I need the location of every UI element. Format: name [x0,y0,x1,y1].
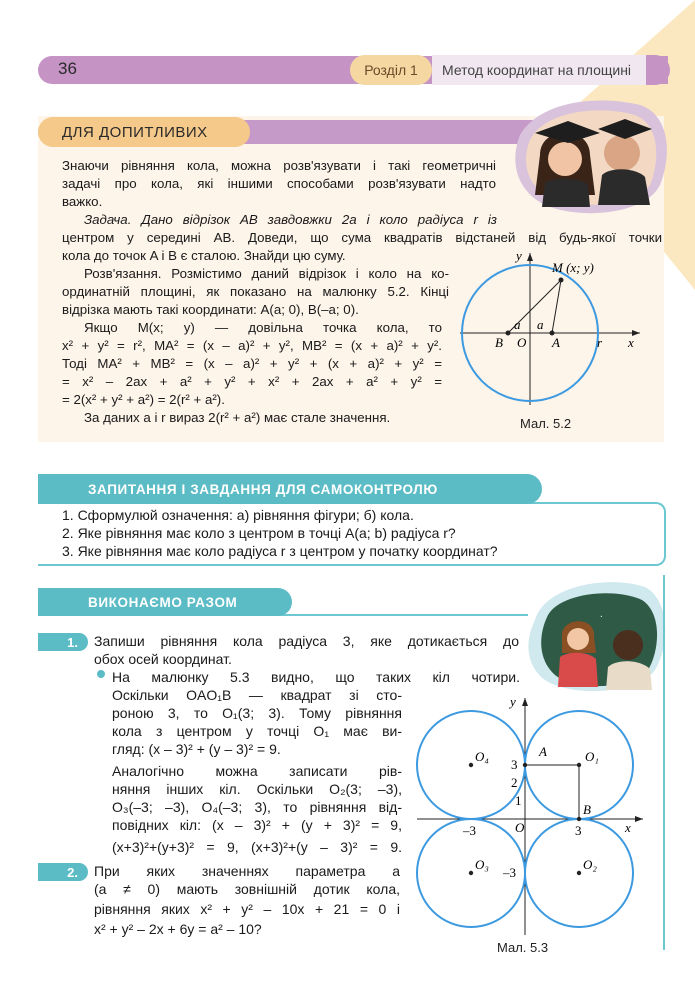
solution-bullet [97,670,105,678]
fig53-tick-y3: 3 [511,757,518,772]
math-line-1: Якщо M(x; y) — довільна точка кола, то [84,320,442,335]
math-line-2: x² + y² = r², MA² = (x – a)² + y², MB² = (x + a)² + y². [62,338,442,353]
solution-line-3: відрізка мають такі координати: A(a; 0), B(–a; 0). [62,302,359,317]
classroom-photo [520,575,670,695]
fig52-label-x: x [628,335,634,350]
figure-5-3-caption: Мал. 5.3 [497,940,549,955]
fig52-label-m: M (x; y) [552,260,594,275]
fig53-tick-x3: 3 [575,823,582,838]
problem-2-text-1: При яких значеннях параметра a [94,863,400,879]
problem-1-number: 1. [38,633,88,651]
problem-2-text-3: рівняння яких x² + y² – 10x + 21 = 0 і [94,901,400,917]
fig52-label-a-right: a [537,317,544,332]
p1-solution-2: Оскільки OAO₁B — квадрат зі сто- [112,687,402,703]
fig53-label-y: y [510,694,516,709]
p1-solution-10: (x+3)²+(y+3)² = 9, (x+3)²+(y – 3)² = 9. [112,839,402,855]
math-line-6: За даних a і r вираз 2(r² + a²) має стале значення. [84,410,391,425]
task-line-1: Задача. Дано відрізок AB завдовжки 2a і коло радіуса r із [84,212,497,227]
p1-solution-6: Аналогічно можна записати рів- [112,763,402,779]
curious-heading: ДЛЯ ДОПИТЛИВИХ [38,117,250,147]
p1-solution-7: няння інших кіл. Оскільки O₂(3; –3), [112,781,402,797]
fig53-label-o: O [515,820,525,835]
fig53-label-a: A [539,744,547,759]
fig53-tick-y2: 2 [511,775,518,790]
solution-line-1: Розв'язання. Розмістимо даний відрізок і коло на ко- [84,266,449,281]
questions-heading: ЗАПИТАННЯ І ЗАВДАННЯ ДЛЯ САМОКОНТРОЛЮ [38,474,542,504]
curious-intro-3: важко. [62,194,103,209]
figure-5-3 [415,692,665,937]
chapter-title: Метод координат на площині [432,55,647,85]
question-3: 3. Яке рівняння має коло радіуса r з центром у початку координат? [62,543,498,559]
p1-solution-1: На малюнку 5.3 видно, що таких кіл чотири. [112,669,520,685]
math-line-3: Тоді MA² + MB² = (x – a)² + y² + (x + a)² + y² = [62,356,442,371]
fig52-label-b: B [495,335,503,350]
fig52-label-o: O [517,335,527,350]
p1-solution-5: гляд: (x – 3)² + (y – 3)² = 9. [112,741,281,757]
fig53-label-o3: O₃ [475,857,489,872]
problem-2-text-2: (a ≠ 0) мають зовнішній дотик кола, [94,881,400,897]
p1-solution-3: роною 3, то O₁(3; 3). Тому рівняння [112,705,402,721]
graduates-photo [510,95,670,217]
p1-solution-8: O₃(–3; –3), O₄(–3; 3), то рівняння від- [112,799,402,815]
fig52-label-a-left: a [514,317,521,332]
section-label: Розділ 1 [350,55,432,85]
chalkboard-scribble: · [600,612,603,623]
question-1: 1. Сформулюй означення: а) рівняння фігури; б) кола. [62,507,414,523]
curious-intro-2: задачі про кола, які іншими способами розв'язувати надто [62,176,496,191]
fig52-label-a-point: A [552,335,560,350]
fig53-label-x: x [625,820,631,835]
together-heading: ВИКОНАЄМО РАЗОМ [38,588,292,616]
fig53-label-o4: O₄ [475,749,489,764]
math-line-5: = 2(x² + y² + a²) = 2(r² + a²). [62,392,225,407]
task-line-3: кола до точок A і B є сталою. Знайди цю суму. [62,248,346,263]
problem-2-text-4: x² + y² – 2x + 6y = a² – 10? [94,921,262,937]
figure-5-2-caption: Мал. 5.2 [520,416,572,431]
math-line-4: = x² – 2ax + a² + y² + x² + 2ax + a² + y² = [62,374,442,389]
fig53-tick-y1: 1 [515,793,522,808]
fig53-label-b: B [583,802,591,817]
task-line-2: центром у середині AB. Доведи, що сума квадратів відстаней від будь-якої точки [62,230,662,245]
problem-1-text-2: обох осей координат. [94,651,232,667]
fig53-tick-xm3: –3 [463,823,476,838]
solution-line-2: ординатній площині, як показано на малюнку 5.2. Кінці [62,284,449,299]
p1-solution-4: кола з центром у точці O₁ має ви- [112,723,402,739]
fig52-label-r: r [597,335,603,350]
fig53-tick-ym3: –3 [503,865,516,880]
fig52-label-y: y [516,248,522,263]
problem-1-text-1: Запиши рівняння кола радіуса 3, яке дотикається до [94,633,519,649]
question-2: 2. Яке рівняння має коло з центром в точці A(a; b) радіуса r? [62,525,456,541]
problem-2-number: 2. [38,863,88,881]
p1-solution-9: повідних кіл: (x – 3)² + (y + 3)² = 9, [112,817,402,833]
figure-5-2 [455,245,650,410]
fig53-label-o1: O₁ [585,749,599,764]
together-side-line [663,575,665,950]
fig53-label-o2: O₂ [583,857,597,872]
curious-intro-1: Знаючи рівняння кола, можна розв'язувати і такі геометричні [62,158,496,173]
page-number: 36 [58,59,77,78]
